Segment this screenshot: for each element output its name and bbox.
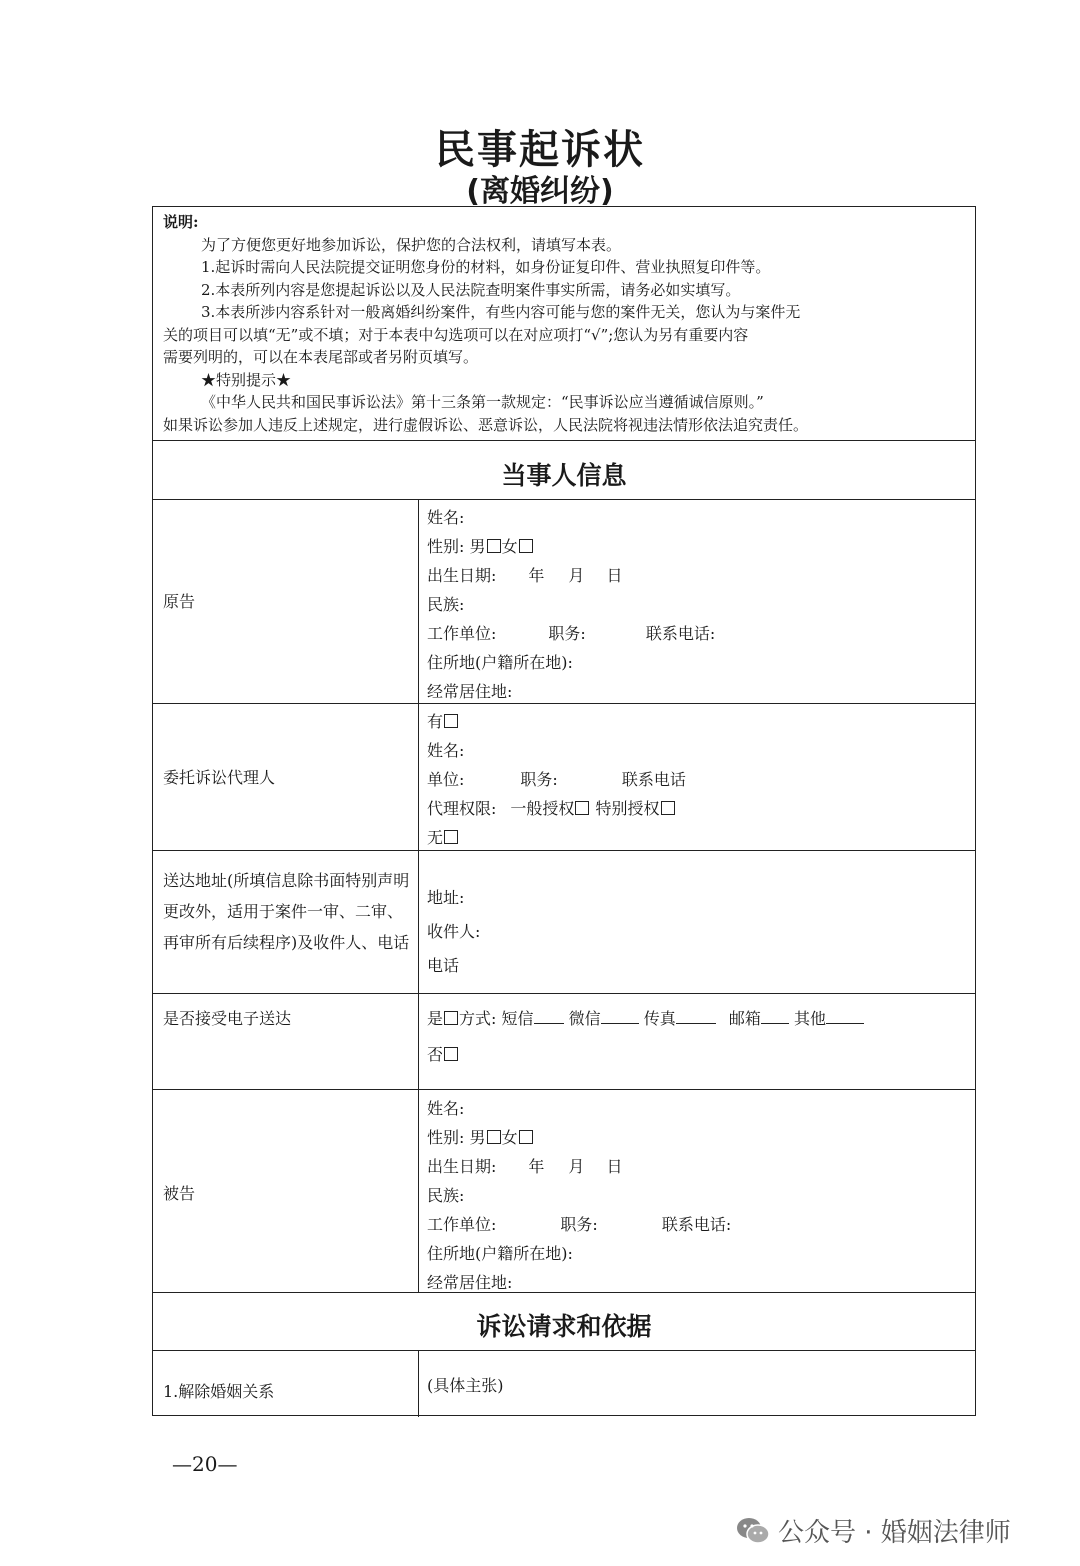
document-title: 民事起诉状: [435, 127, 645, 173]
instruction-line: 《中华人民共和国民事诉讼法》第十三条第一款规定：“民事诉讼应当遵循诚信原则。”: [201, 393, 764, 411]
service-fields: [427, 881, 967, 983]
other-blank[interactable]: [826, 1005, 864, 1024]
divider: [153, 1350, 975, 1351]
column-divider: [418, 1350, 419, 1417]
section-title-parties: 当事人信息: [501, 461, 627, 490]
instruction-line: 3.本表所涉内容系针对一般离婚纠纷案件，有些内容可能与您的案件无关，您认为与案件无: [201, 303, 801, 321]
divider: [153, 1089, 975, 1090]
defendant-employer-field[interactable]: 工作单位: 职务: 联系电话:: [427, 1215, 732, 1234]
watermark-text: 公众号 · 婚姻法律师: [778, 1518, 1011, 1548]
agent-fields: [427, 707, 967, 852]
plaintiff-name-field[interactable]: 姓名:: [427, 508, 465, 527]
plaintiff-residence-field[interactable]: 住所地(户籍所在地):: [427, 653, 573, 672]
divider: [153, 440, 975, 441]
agent-has-option[interactable]: 有: [427, 707, 967, 736]
instructions-label: 说明:: [163, 213, 199, 231]
document-subtitle: (离婚纠纷): [466, 174, 614, 209]
agent-none-option[interactable]: 无: [427, 823, 967, 852]
wechat-blank[interactable]: [601, 1005, 639, 1024]
agent-unit-field[interactable]: 单位: 职务: 联系电话: [427, 770, 686, 789]
instructions: [163, 211, 963, 436]
instruction-line: 为了方便您更好地参加诉讼，保护您的合法权利，请填写本表。: [201, 235, 622, 254]
instruction-line: 2.本表所列内容是您提起诉讼以及人民法院查明案件事实所需，请务必如实填写。: [201, 280, 741, 299]
checkbox[interactable]: [444, 830, 458, 844]
electronic-no-row: 否: [427, 1037, 967, 1073]
plaintiff-ethnicity-field[interactable]: 民族:: [427, 595, 465, 614]
checkbox[interactable]: [444, 1011, 458, 1025]
instruction-line: 1.起诉时需向人民法院提交证明您身份的材料，如身份证复印件、营业执照复印件等。: [201, 258, 771, 276]
electronic-yes-row: 是 方式: 短信 微信 传真 邮箱 其他: [427, 1001, 967, 1037]
complaint-form: [152, 206, 976, 1416]
agent-label: 委托诉讼代理人: [163, 768, 276, 787]
defendant-habitual-field[interactable]: 经常居住地:: [427, 1273, 513, 1292]
fax-blank[interactable]: [676, 1005, 716, 1024]
plaintiff-gender-field: 性别: 男 女: [427, 532, 967, 561]
defendant-fields: [427, 1094, 967, 1297]
instruction-line: 关的项目可以填“无”或不填；对于本表中勾选项可以在对应项打“√”;您认为另有重要内容: [163, 325, 749, 344]
watermark: [736, 1512, 1011, 1549]
section-title-claims: 诉讼请求和依据: [476, 1312, 652, 1341]
electronic-service-fields: [427, 1001, 967, 1073]
defendant-name-field[interactable]: 姓名:: [427, 1099, 465, 1118]
divider: [153, 499, 975, 500]
defendant-birth-field[interactable]: 出生日期: 年 月 日: [427, 1157, 623, 1176]
defendant-ethnicity-field[interactable]: 民族:: [427, 1186, 465, 1205]
checkbox[interactable]: [487, 1130, 501, 1144]
service-phone-field[interactable]: 电话: [427, 956, 460, 975]
defendant-label: 被告: [163, 1184, 196, 1203]
divider: [153, 993, 975, 994]
service-address-field[interactable]: 地址:: [427, 888, 465, 907]
page-number: —20—: [172, 1452, 238, 1476]
checkbox[interactable]: [575, 801, 589, 815]
plaintiff-label: 原告: [163, 592, 196, 611]
plaintiff-fields: [427, 503, 967, 706]
electronic-service-label: 是否接受电子送达: [163, 1009, 292, 1028]
agent-authority-field: 代理权限: 一般授权 特别授权: [427, 794, 967, 823]
instruction-line: 如果诉讼参加人违反上述规定，进行虚假诉讼、恶意诉讼，人民法院将视违法情形依法追究责任。: [163, 415, 809, 434]
checkbox[interactable]: [444, 714, 458, 728]
sms-blank[interactable]: [534, 1005, 564, 1024]
claim-divorce-label: 1.解除婚姻关系: [163, 1382, 275, 1401]
column-divider: [418, 499, 419, 1292]
wechat-icon: [736, 1517, 770, 1545]
checkbox[interactable]: [661, 801, 675, 815]
defendant-residence-field[interactable]: 住所地(户籍所在地):: [427, 1244, 573, 1263]
instruction-line: 需要列明的，可以在本表尾部或者另附页填写。: [163, 348, 479, 366]
checkbox[interactable]: [444, 1047, 458, 1061]
email-blank[interactable]: [761, 1005, 789, 1024]
plaintiff-birth-field[interactable]: 出生日期: 年 月 日: [427, 566, 623, 585]
claim-divorce-detail[interactable]: (具体主张): [427, 1376, 504, 1395]
checkbox[interactable]: [487, 539, 501, 553]
special-notice: ★特别提示★: [201, 370, 292, 389]
plaintiff-employer-field[interactable]: 工作单位: 职务: 联系电话:: [427, 624, 716, 643]
service-address-label: 送达地址(所填信息除书面特别声明更改外，适用于案件一审、二审、再审所有后续程序)及收件人、电话: [163, 871, 410, 952]
agent-name-field[interactable]: 姓名:: [427, 741, 465, 760]
defendant-gender-field: 性别: 男 女: [427, 1123, 967, 1152]
checkbox[interactable]: [519, 1130, 533, 1144]
service-recipient-field[interactable]: 收件人:: [427, 922, 481, 941]
checkbox[interactable]: [519, 539, 533, 553]
plaintiff-habitual-field[interactable]: 经常居住地:: [427, 682, 513, 701]
